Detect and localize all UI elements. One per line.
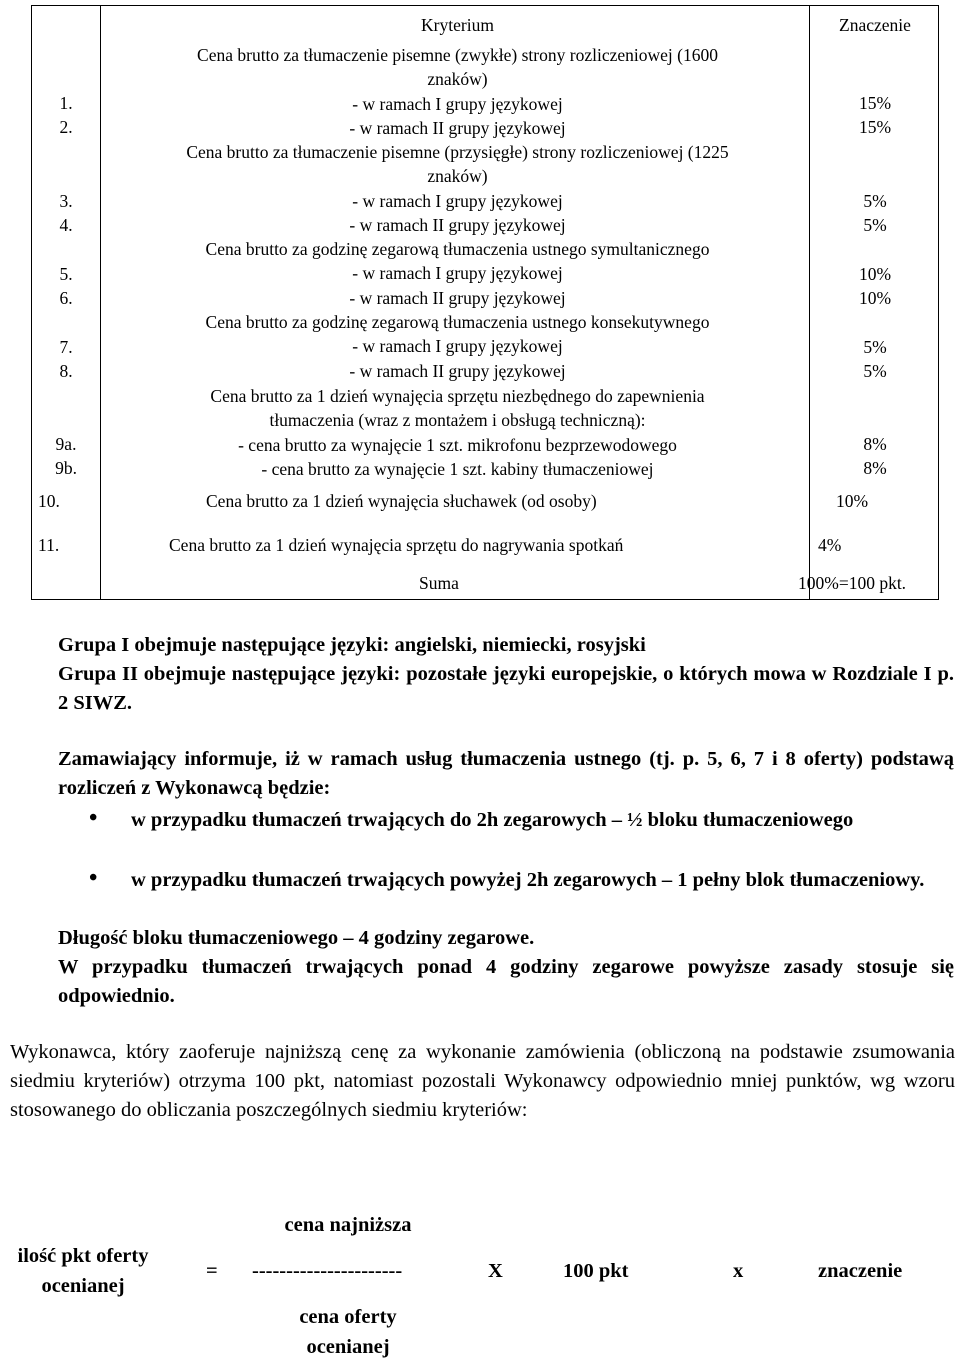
criterion-weight: 15% 15% — [858, 93, 892, 138]
sum-value: 100%=100 pkt. — [798, 573, 907, 593]
formula-equals: = — [206, 1260, 218, 1282]
criterion-text: Cena brutto za 1 dzień wynajęcia słuchawek (od osoby) — [206, 491, 597, 511]
formula-times: X — [488, 1260, 503, 1282]
block-length-note: Długość bloku tłumaczeniowego – 4 godziny zegarowe. — [58, 927, 535, 949]
formula-lhs: ilość pkt oferty ocenianej — [17, 1245, 149, 1297]
formula-weight: znaczenie — [818, 1260, 903, 1282]
criterion-weight: 8% 8% — [863, 434, 887, 479]
formula-fraction-line: ---------------------- — [252, 1260, 403, 1282]
row-number: 11. — [38, 535, 60, 555]
group1-note: Grupa I obejmuje następujące języki: angielski, niemiecki, rosyjski — [58, 634, 646, 656]
formula-points: 100 pkt — [563, 1260, 629, 1282]
criterion-weight: 10% 10% — [858, 264, 892, 309]
criterion-text: Cena brutto za tłumaczenie pisemne (przysięgłe) strony rozliczeniowej (1225 znaków) - w ramach I grupy językowej - w ramach II grupy językowej — [186, 142, 729, 236]
criterion-weight: 5% 5% — [863, 191, 887, 236]
bullet-icon: • — [89, 865, 98, 891]
row-number: 5. 6. — [59, 264, 73, 309]
header-weight: Znaczenie — [839, 15, 911, 35]
table-divider-left — [100, 6, 101, 599]
formula-denominator: cena oferty ocenianej — [299, 1306, 397, 1358]
criterion-weight: 5% 5% — [863, 337, 887, 382]
formula-numerator: cena najniższa — [284, 1214, 412, 1236]
scoring-paragraph: Wykonawca, który zaoferuje najniższą cenę za wykonanie zamówienia (obliczoną na podstawie zsumowania siedmiu kryteriów) otrzyma 100 pkt, natomiast pozostali Wykonawcy odpowiednio mniej punktów, wg wzoru stosowanego do obliczania poszczególnych siedmiu kryteriów: — [10, 1041, 955, 1121]
row-number: 3. 4. — [59, 191, 73, 236]
sum-label: Suma — [419, 573, 459, 593]
group2-note: Grupa II obejmuje następujące języki: pozostałe języki europejskie, o których mowa w Rozdziale I p. 2 SIWZ. — [58, 663, 954, 714]
criteria-table — [31, 5, 939, 600]
criterion-text: Cena brutto za tłumaczenie pisemne (zwykłe) strony rozliczeniowej (1600 znaków) - w ramach I grupy językowej - w ramach II grupy językowej — [197, 45, 718, 139]
formula-times: x — [733, 1260, 744, 1282]
settlement-rule-2: w przypadku tłumaczeń trwających powyżej 2h zegarowych – 1 pełny blok tłumaczeniowy. — [131, 869, 925, 891]
criterion-text: Cena brutto za godzinę zegarową tłumaczenia ustnego symultanicznego - w ramach I grupy językowej - w ramach II grupy językowej — [205, 239, 710, 308]
settlement-info: Zamawiający informuje, iż w ramach usług tłumaczenia ustnego (tj. p. 5, 6, 7 i 8 oferty) podstawą rozliczeń z Wykonawcą będzie: — [58, 748, 954, 799]
criterion-text: Cena brutto za godzinę zegarową tłumaczenia ustnego konsekutywnego - w ramach I grupy językowej - w ramach II grupy językowej — [205, 312, 710, 381]
over-4h-note: W przypadku tłumaczeń trwających ponad 4 godziny zegarowe powyższe zasady stosuje się odpowiednio. — [58, 956, 954, 1007]
row-number: 1. 2. — [59, 93, 73, 138]
settlement-rule-1: w przypadku tłumaczeń trwających do 2h zegarowych – ½ bloku tłumaczeniowego — [131, 809, 854, 831]
criterion-weight: 4% — [818, 535, 842, 555]
row-number: 7. 8. — [59, 337, 73, 382]
row-number: 10. — [38, 491, 60, 511]
criterion-text: Cena brutto za 1 dzień wynajęcia sprzętu niezbędnego do zapewnienia tłumaczenia (wraz z montażem i obsługą techniczną): - cena brutto za wynajęcie 1 szt. mikrofonu bezprzewodowego - cena brutto za wynajęcie 1 szt. kabiny tłumaczeniowej — [210, 386, 705, 480]
bullet-icon: • — [89, 805, 98, 831]
row-number: 9a. 9b. — [55, 434, 77, 479]
criterion-text: Cena brutto za 1 dzień wynajęcia sprzętu do nagrywania spotkań — [169, 535, 624, 555]
criterion-weight: 10% — [836, 491, 869, 511]
header-criterion: Kryterium — [421, 15, 494, 35]
